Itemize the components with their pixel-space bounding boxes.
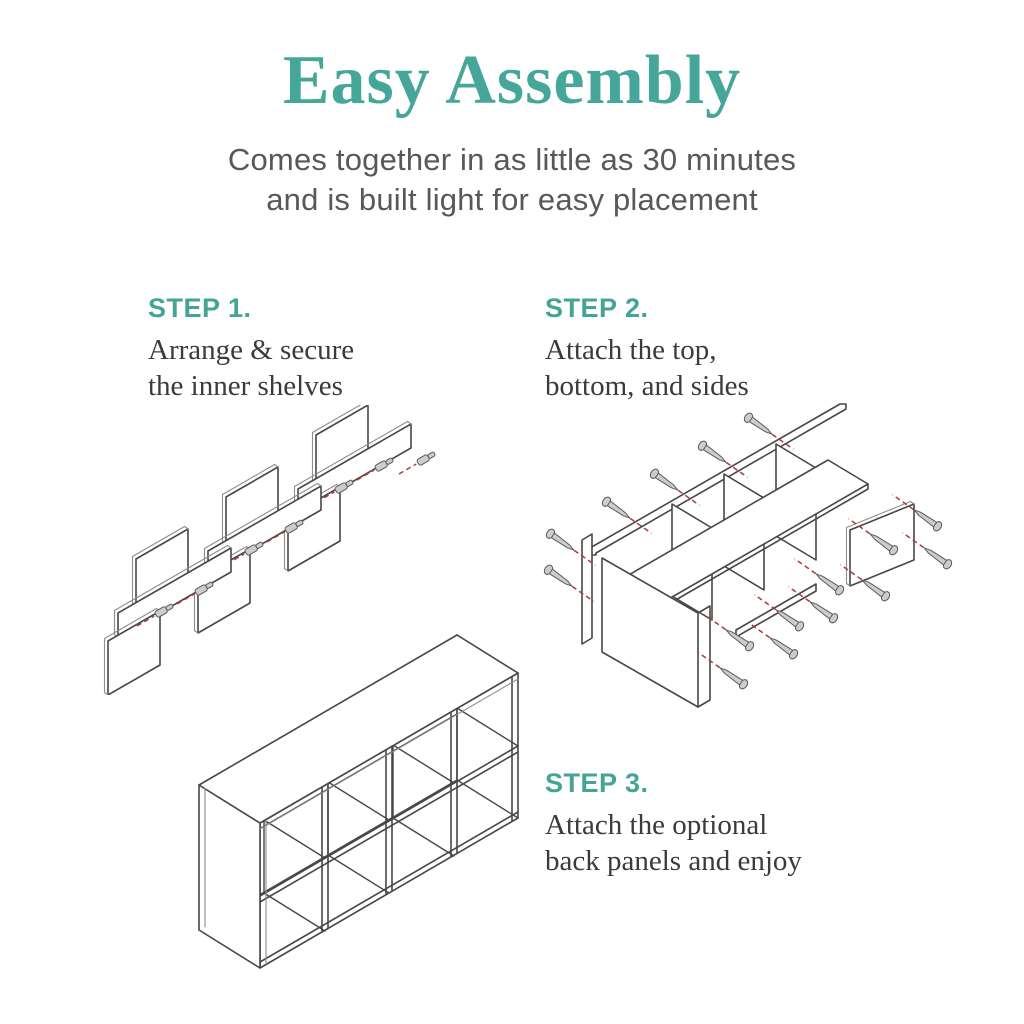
- step-2-description: [545, 332, 749, 404]
- step-3-block: [545, 768, 802, 879]
- step-3-desc-line-2: back panels and enjoy: [545, 845, 802, 877]
- step-2-illustration: [540, 400, 995, 725]
- step-1-desc-line-2: the inner shelves: [148, 370, 343, 402]
- step-3-illustration: [162, 630, 562, 995]
- step-1-description: [148, 332, 354, 404]
- subtitle-line-1: Comes together in as little as 30 minutes: [227, 142, 797, 177]
- step-3-description: [545, 807, 802, 879]
- step-2-desc-line-2: bottom, and sides: [545, 370, 749, 402]
- subtitle-line-2: and is built light for easy placement: [266, 182, 758, 217]
- page-title: Easy Assembly: [282, 42, 742, 119]
- step-3-desc-line-1: Attach the optional: [545, 809, 768, 841]
- step-2-desc-line-1: Attach the top,: [545, 334, 717, 366]
- page-subtitle: [0, 140, 1024, 220]
- step-1-block: [148, 293, 354, 404]
- step-2-block: [545, 293, 749, 404]
- step-1-label: STEP 1.: [148, 293, 252, 323]
- step-2-label: STEP 2.: [545, 293, 649, 323]
- step-1-desc-line-1: Arrange & secure: [148, 334, 355, 366]
- step-3-label: STEP 3.: [545, 768, 649, 798]
